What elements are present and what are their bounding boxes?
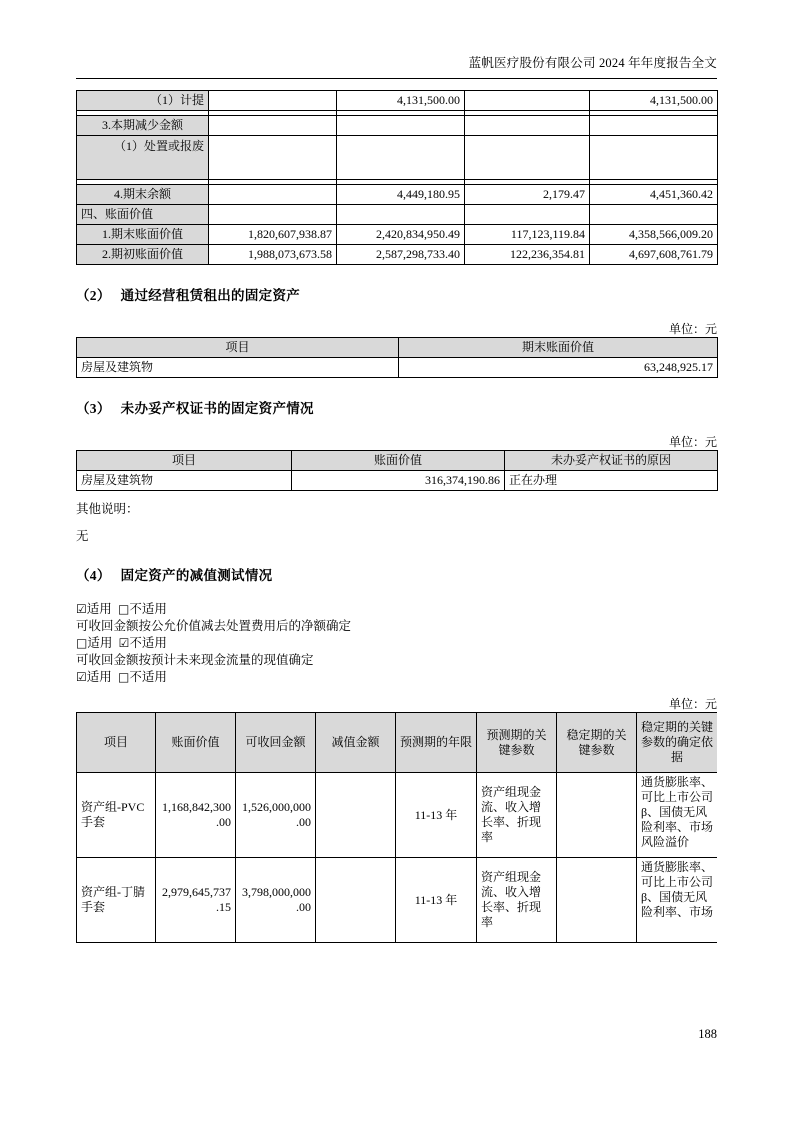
table-row	[77, 91, 718, 111]
table-row	[77, 136, 718, 180]
row-value	[337, 116, 465, 136]
checkbox-not-applicable-icon[interactable]: □	[118, 670, 130, 684]
column-header-reason: 未办妥产权证书的原因	[505, 451, 718, 471]
cell-impairment-amount	[316, 858, 396, 943]
applicability-choice-2	[76, 635, 717, 652]
cell-stable-key-params	[557, 773, 637, 858]
row-value: 122,236,354.81	[465, 245, 590, 265]
cell-item: 房屋及建筑物	[77, 471, 292, 491]
row-value	[209, 136, 337, 180]
cell-stable-params-basis: 通货膨胀率、可比上市公司β、国债无风险利率、市场风险溢价	[637, 773, 718, 858]
table-header-row	[77, 713, 718, 773]
row-value	[209, 91, 337, 111]
label-not-applicable: 不适用	[129, 602, 167, 616]
column-header-item: 项目	[77, 451, 292, 471]
header-divider	[76, 78, 717, 79]
checkbox-applicable-icon[interactable]: □	[76, 636, 88, 650]
row-label: （1）处置或报废	[77, 136, 209, 180]
section-2-unit: 单位：元	[668, 322, 717, 336]
label-applicable: 适用	[86, 602, 112, 616]
label-applicable: 适用	[87, 636, 113, 650]
row-label: 2.期初账面价值	[77, 245, 209, 265]
checkbox-applicable-checked-icon[interactable]: ☑	[76, 670, 87, 684]
section-4-title: 固定资产的减值测试情况	[120, 568, 273, 583]
column-header-book-value: 账面价值	[292, 451, 505, 471]
cell-value: 63,248,925.17	[399, 358, 718, 378]
row-value	[465, 205, 590, 225]
table-header-row	[77, 338, 718, 358]
other-note-value: 无	[76, 529, 89, 543]
row-label: 1.期末账面价值	[77, 225, 209, 245]
row-value: 4,697,608,761.79	[590, 245, 718, 265]
column-header-closing-book-value: 期末账面价值	[399, 338, 718, 358]
section-2-heading	[76, 287, 717, 305]
row-value	[590, 116, 718, 136]
row-value: 4,451,360.42	[590, 185, 718, 205]
column-header-item: 项目	[77, 338, 399, 358]
row-value: 4,131,500.00	[590, 91, 718, 111]
cell-item: 房屋及建筑物	[77, 358, 399, 378]
no-title-certificate-assets-table	[76, 450, 718, 491]
row-value	[209, 205, 337, 225]
row-value: 2,420,834,950.49	[337, 225, 465, 245]
cell-item: 资产组-丁腈手套	[77, 858, 156, 943]
column-header-book-value: 账面价值	[156, 713, 236, 773]
table-row	[77, 185, 718, 205]
recoverable-amount-note-1: 可收回金额按公允价值减去处置费用后的净额确定	[76, 619, 352, 633]
recoverable-amount-note-2: 可收回金额按预计未来现金流量的现值确定	[76, 653, 314, 667]
section-4-heading	[76, 567, 717, 585]
table-row	[77, 858, 718, 943]
table-row	[77, 245, 718, 265]
column-header-stable-key-params: 稳定期的关键参数	[557, 713, 637, 773]
applicability-choice-3	[76, 669, 717, 686]
column-header-item: 项目	[77, 713, 156, 773]
other-note-label: 其他说明：	[76, 502, 139, 516]
impairment-test-table-clip	[76, 712, 717, 943]
section-3-heading	[76, 400, 717, 418]
table-row	[77, 116, 718, 136]
row-value	[590, 205, 718, 225]
cell-book-value: 2,979,645,737.15	[156, 858, 236, 943]
row-value	[465, 136, 590, 180]
section-2-title: 通过经营租赁租出的固定资产	[120, 288, 301, 303]
row-value	[465, 116, 590, 136]
label-not-applicable: 不适用	[129, 670, 167, 684]
row-label: 4.期末余额	[77, 185, 209, 205]
cell-book-value: 316,374,190.86	[292, 471, 505, 491]
cell-impairment-amount	[316, 773, 396, 858]
column-header-impairment-amount: 减值金额	[316, 713, 396, 773]
table-row	[77, 471, 718, 491]
row-value: 2,587,298,733.40	[337, 245, 465, 265]
row-value: 1,820,607,938.87	[209, 225, 337, 245]
row-value: 4,358,566,009.20	[590, 225, 718, 245]
row-value: 4,449,180.95	[337, 185, 465, 205]
applicability-choice-1	[76, 601, 717, 618]
row-value	[209, 185, 337, 205]
cell-item: 资产组-PVC手套	[77, 773, 156, 858]
cell-stable-params-basis: 通货膨胀率、可比上市公司β、国债无风险利率、市场	[637, 858, 718, 943]
cell-forecast-years: 11-13 年	[396, 773, 477, 858]
cell-reason: 正在办理	[505, 471, 718, 491]
column-header-forecast-key-params: 预测期的关键参数	[477, 713, 557, 773]
row-label: 3.本期减少金额	[77, 116, 209, 136]
checkbox-applicable-checked-icon[interactable]: ☑	[76, 602, 87, 616]
cell-recoverable-amount: 3,798,000,000.00	[236, 858, 316, 943]
label-not-applicable: 不适用	[129, 636, 167, 650]
column-header-forecast-years: 预测期的年限	[396, 713, 477, 773]
row-value	[337, 205, 465, 225]
checkbox-not-applicable-icon[interactable]: □	[118, 602, 130, 616]
page-number: 188	[698, 1027, 717, 1041]
fixed-assets-continued-table	[76, 90, 718, 265]
row-value: 117,123,119.84	[465, 225, 590, 245]
section-4-unit: 单位：元	[668, 697, 717, 711]
table-row	[77, 358, 718, 378]
cell-book-value: 1,168,842,300.00	[156, 773, 236, 858]
table-row	[77, 205, 718, 225]
column-header-stable-params-basis: 稳定期的关键参数的确定依据	[637, 713, 718, 773]
cell-forecast-key-params: 资产组现金流、收入增长率、折现率	[477, 858, 557, 943]
section-4-number: （4）	[76, 568, 111, 583]
cell-forecast-years: 11-13 年	[396, 858, 477, 943]
impairment-test-table	[76, 712, 717, 943]
row-value: 2,179.47	[465, 185, 590, 205]
row-value	[209, 116, 337, 136]
cell-stable-key-params	[557, 858, 637, 943]
cell-forecast-key-params: 资产组现金流、收入增长率、折现率	[477, 773, 557, 858]
running-header: 蓝帆医疗股份有限公司 2024 年年度报告全文	[468, 56, 717, 70]
row-value: 4,131,500.00	[337, 91, 465, 111]
table-header-row	[77, 451, 718, 471]
section-3-title: 未办妥产权证书的固定资产情况	[120, 401, 314, 416]
row-value	[465, 91, 590, 111]
row-value	[337, 136, 465, 180]
row-value	[590, 136, 718, 180]
column-header-recoverable-amount: 可收回金额	[236, 713, 316, 773]
cell-recoverable-amount: 1,526,000,000.00	[236, 773, 316, 858]
section-2-number: （2）	[76, 288, 111, 303]
row-value: 1,988,073,673.58	[209, 245, 337, 265]
operating-lease-assets-table	[76, 337, 718, 378]
section-3-number: （3）	[76, 401, 111, 416]
page-content	[76, 90, 717, 943]
table-row	[77, 773, 718, 858]
row-label: 四、账面价值	[77, 205, 209, 225]
row-label: （1）计提	[77, 91, 209, 111]
label-applicable: 适用	[86, 670, 112, 684]
table-row	[77, 225, 718, 245]
checkbox-not-applicable-checked-icon[interactable]: ☑	[118, 636, 130, 650]
section-3-unit: 单位：元	[668, 435, 717, 449]
